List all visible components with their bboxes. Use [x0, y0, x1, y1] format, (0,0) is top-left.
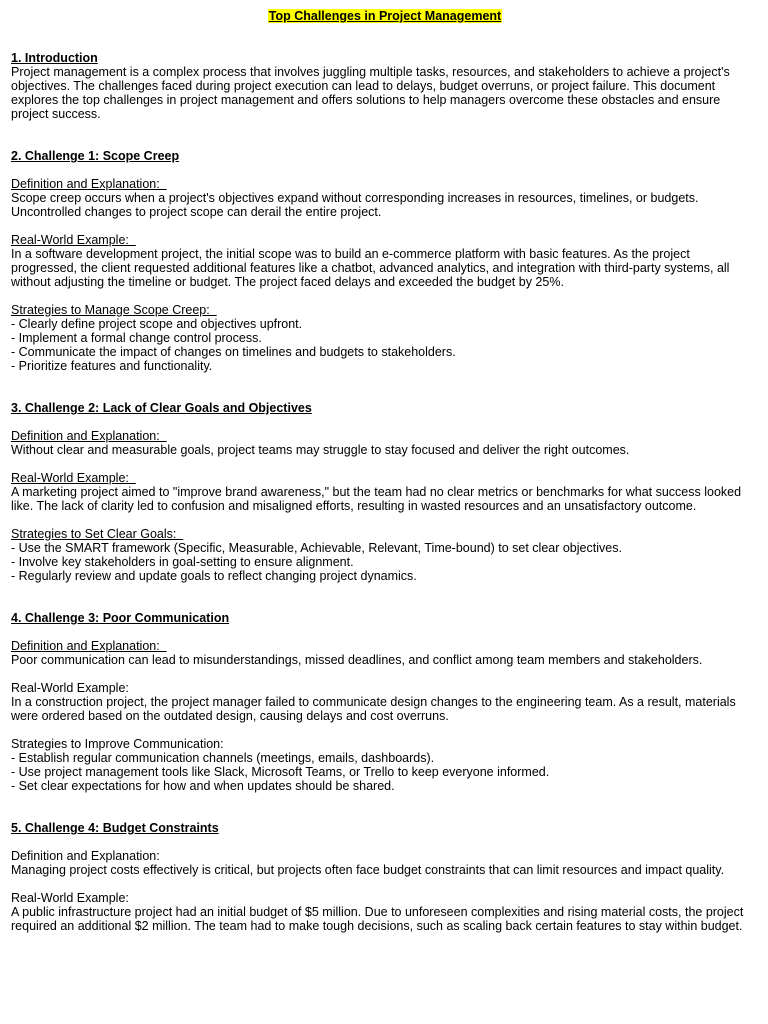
- definition-text: Poor communication can lead to misunderstandings, missed deadlines, and conflict among team members and stakeholders.: [11, 653, 703, 667]
- challenge-section-2: [11, 401, 759, 583]
- section-heading: 3. Challenge 2: Lack of Clear Goals and Objectives: [11, 401, 312, 415]
- list-item: - Communicate the impact of changes on timelines and budgets to stakeholders.: [11, 345, 456, 359]
- list-item: - Regularly review and update goals to reflect changing project dynamics.: [11, 569, 417, 583]
- intro-section: [11, 51, 759, 121]
- list-item: - Set clear expectations for how and when updates should be shared.: [11, 779, 395, 793]
- definition-label: Definition and Explanation:: [11, 849, 160, 863]
- definition-block: [11, 639, 759, 667]
- strategies-label: Strategies to Improve Communication:: [11, 737, 224, 751]
- intro-heading: 1. Introduction: [11, 51, 98, 65]
- challenge-section-1: [11, 149, 759, 373]
- example-text: A marketing project aimed to "improve brand awareness," but the team had no clear metrics or benchmarks for what success looked like. The lack of clarity led to confusion and misaligned efforts, resulting in wasted resources and an unsatisfactory outcome.: [11, 485, 742, 513]
- example-text: A public infrastructure project had an initial budget of $5 million. Due to unforeseen complexities and rising material costs, the project required an additional $2 million. The team had to make tough decisions, such as scaling back certain features to stay within budget.: [11, 905, 744, 933]
- definition-block: [11, 177, 759, 219]
- strategies-list: [11, 317, 759, 373]
- section-heading: 5. Challenge 4: Budget Constraints: [11, 821, 219, 835]
- challenge-section-4: [11, 821, 759, 933]
- example-label: Real-World Example:: [11, 233, 136, 247]
- example-block: [11, 471, 759, 513]
- list-item: - Involve key stakeholders in goal-setting to ensure alignment.: [11, 555, 354, 569]
- example-label: Real-World Example:: [11, 681, 129, 695]
- definition-label: Definition and Explanation:: [11, 639, 167, 653]
- challenge-section-3: [11, 611, 759, 793]
- section-heading: 2. Challenge 1: Scope Creep: [11, 149, 180, 163]
- document-page: [11, 9, 759, 961]
- list-item: - Clearly define project scope and objectives upfront.: [11, 317, 303, 331]
- definition-text: Scope creep occurs when a project's objectives expand without corresponding increases in resources, timelines, or budgets. Uncontrolled changes to project scope can derail the entire project.: [11, 191, 699, 219]
- definition-label: Definition and Explanation:: [11, 177, 167, 191]
- example-label: Real-World Example:: [11, 471, 136, 485]
- list-item: - Establish regular communication channels (meetings, emails, dashboards).: [11, 751, 435, 765]
- intro-text: Project management is a complex process that involves juggling multiple tasks, resources, and stakeholders to achieve a project's objectives. The challenges faced during project execution can lead to delays, budget overruns, or project failure. This document explores the top challenges in project management and offers solutions to help managers overcome these obstacles and ensure project success.: [11, 65, 730, 121]
- list-item: - Prioritize features and functionality.: [11, 359, 213, 373]
- example-block: [11, 233, 759, 289]
- strategies-label: Strategies to Manage Scope Creep:: [11, 303, 217, 317]
- section-heading: 4. Challenge 3: Poor Communication: [11, 611, 230, 625]
- example-text: In a construction project, the project manager failed to communicate design changes to the engineering team. As a result, materials were ordered based on the outdated design, causing delays and cost overruns.: [11, 695, 736, 723]
- strategies-label: Strategies to Set Clear Goals:: [11, 527, 184, 541]
- strategies-block: [11, 737, 759, 793]
- example-block: [11, 681, 759, 723]
- example-text: In a software development project, the initial scope was to build an e-commerce platform with basic features. As the project progressed, the client requested additional features like a chatbot, advanced analytics, and integration with third-party systems, all without adjusting the timeline or budget. The project faced delays and exceeded the budget by 25%.: [11, 247, 730, 289]
- definition-label: Definition and Explanation:: [11, 429, 167, 443]
- example-block: [11, 891, 759, 933]
- strategies-list: [11, 751, 759, 793]
- document-title: Top Challenges in Project Management: [268, 9, 502, 23]
- strategies-list: [11, 541, 759, 583]
- list-item: - Implement a formal change control process.: [11, 331, 262, 345]
- definition-text: Managing project costs effectively is critical, but projects often face budget constraints that can limit resources and impact quality.: [11, 863, 725, 877]
- strategies-block: [11, 303, 759, 373]
- definition-text: Without clear and measurable goals, project teams may struggle to stay focused and deliver the right outcomes.: [11, 443, 630, 457]
- definition-block: [11, 849, 759, 877]
- list-item: - Use the SMART framework (Specific, Measurable, Achievable, Relevant, Time-bound) to set clear objectives.: [11, 541, 622, 555]
- example-label: Real-World Example:: [11, 891, 129, 905]
- definition-block: [11, 429, 759, 457]
- strategies-block: [11, 527, 759, 583]
- list-item: - Use project management tools like Slack, Microsoft Teams, or Trello to keep everyone informed.: [11, 765, 550, 779]
- title-container: [11, 9, 759, 23]
